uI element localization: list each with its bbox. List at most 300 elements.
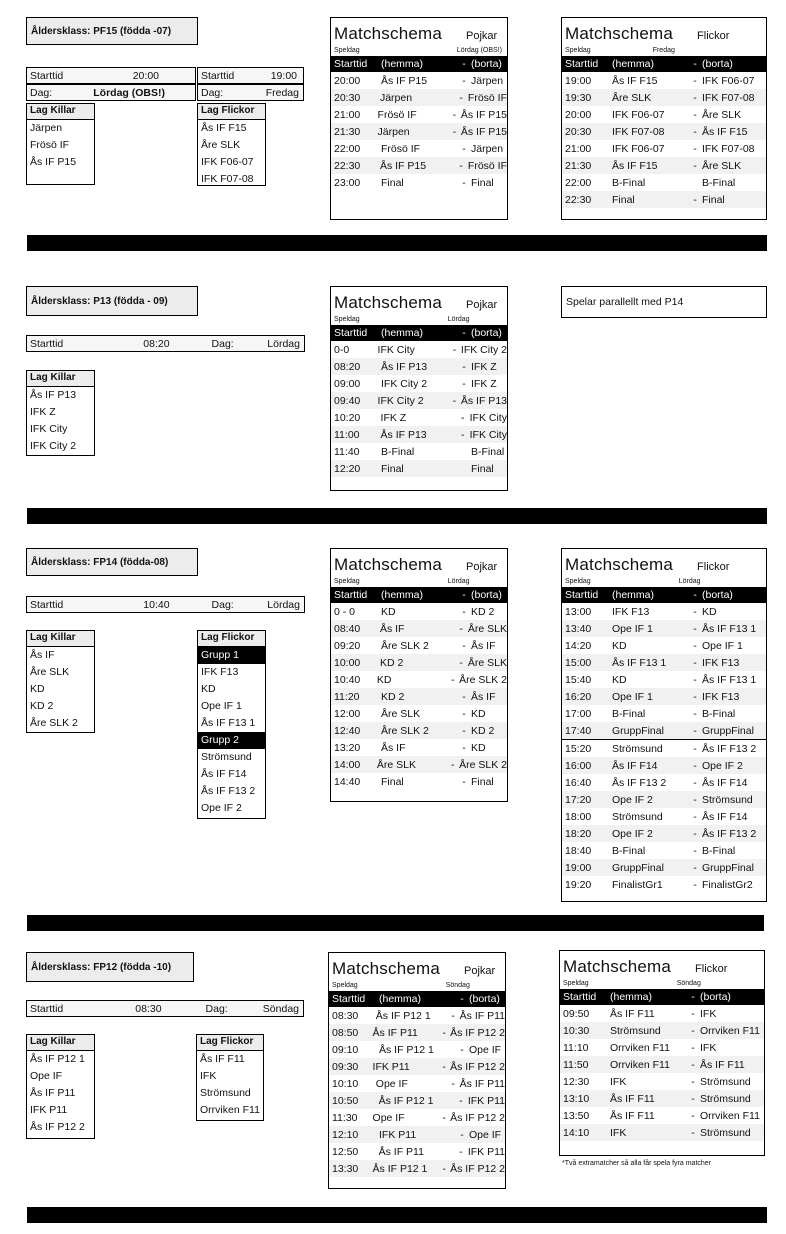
speldag-label: Speldag: [565, 46, 591, 54]
schedule-row: [562, 620, 766, 637]
team-list-girls-fp14: [197, 630, 266, 819]
match-schedule-boys-fp14: [330, 548, 508, 802]
separator-cell: -: [452, 343, 457, 356]
schedule-row: [562, 842, 766, 859]
start-time-cell: 22:00: [565, 176, 592, 189]
start-time-cell: 09:30: [332, 1060, 359, 1073]
home-team-cell: IFK F13: [612, 605, 650, 618]
away-team-cell: IFK: [700, 1007, 717, 1020]
schedule-row: [329, 1109, 505, 1126]
match-schedule-girls-fp14: [561, 548, 767, 902]
team-item: IFK City 2: [30, 440, 77, 452]
schedule-row: [329, 1058, 505, 1075]
schedule-rows: [331, 603, 507, 790]
separator-cell: -: [451, 1009, 455, 1022]
home-team-cell: IFK F07-08: [612, 125, 665, 138]
start-time-cell: 11:20: [334, 690, 360, 703]
away-team-cell: Åre SLK 2: [459, 758, 507, 771]
separator-cell: -: [693, 724, 697, 737]
separator-cell: -: [691, 1075, 695, 1088]
away-team-cell: Final: [471, 775, 494, 788]
start-time-cell: 21:30: [334, 125, 361, 138]
separator-cell: -: [450, 673, 455, 686]
schedule-row: [329, 1126, 505, 1143]
away-team-cell: Åre SLK: [467, 656, 508, 669]
separator-cell: -: [460, 1128, 464, 1141]
home-team-cell: KD: [376, 673, 392, 686]
speldag-label: Speldag: [334, 577, 360, 585]
start-row-boys-pf15: [26, 67, 196, 84]
team-item: Ås IF F13 2: [201, 785, 256, 797]
away-team-cell: Ås IF P11: [459, 1077, 505, 1090]
schedule-row: [331, 722, 507, 739]
away-team-cell: KD 2: [471, 605, 495, 618]
team-list-boys-fp12: [26, 1034, 95, 1139]
start-time: 19:00: [270, 69, 297, 82]
home-team-cell: IFK Z: [380, 411, 407, 424]
home-team-cell: Orrviken F11: [610, 1041, 670, 1054]
class-name: FP14 (födda-08): [93, 556, 169, 568]
separator-cell: -: [459, 91, 463, 104]
start-time-cell: 14:00: [334, 758, 361, 771]
class-name: P13 (födda - 09): [93, 295, 168, 307]
day-value: Lördag (OBS!): [93, 86, 165, 99]
match-schedule-boys-pf15: [330, 17, 508, 220]
separator-cell: -: [693, 827, 697, 840]
home-team-cell: B-Final: [612, 707, 646, 720]
home-team-cell: Ås IF F13 1: [612, 656, 667, 669]
separator-cell: -: [693, 742, 697, 755]
home-team-cell: Strömsund: [612, 810, 663, 823]
schedule-gender: Pojkar: [466, 30, 498, 42]
separator-cell: -: [459, 1145, 463, 1158]
separator-cell: -: [462, 639, 466, 652]
match-schedule-girls-fp12: [559, 950, 765, 1156]
away-team-cell: IFK F07-08: [702, 91, 755, 104]
schedule-column-header: Starttid (hemma) - (borta): [562, 587, 766, 603]
schedule-row: [331, 89, 507, 106]
separator-cell: -: [691, 1126, 695, 1139]
separator-cell: -: [459, 159, 463, 172]
away-team-cell: Final: [471, 462, 494, 475]
away-team-cell: Åre SLK: [467, 622, 508, 635]
start-label: Starttid: [30, 69, 64, 82]
home-team-cell: Orrviken F11: [610, 1058, 670, 1071]
class-name: FP12 (födda -10): [93, 961, 172, 973]
start-time-cell: 10:50: [332, 1094, 359, 1107]
separator-cell: -: [462, 690, 466, 703]
note-parallel: Spelar parallellt med P14: [561, 286, 767, 318]
start-time-cell: 20:00: [565, 108, 592, 121]
schedule-row: [560, 1039, 764, 1056]
schedule-row: [329, 1041, 505, 1058]
schedule-row: [562, 671, 766, 688]
schedule-row: [331, 739, 507, 756]
start-time-cell: 18:00: [565, 810, 592, 823]
start-row-fp12: [26, 1000, 304, 1017]
schedule-title: Matchschema: [565, 555, 674, 574]
home-team-cell: Ås IF P12 1: [379, 1043, 434, 1056]
home-team-cell: IFK City 2: [381, 377, 428, 390]
separator-cell: -: [691, 1041, 695, 1054]
schedule-row: [562, 808, 766, 825]
home-team-cell: Ås IF F14: [612, 759, 658, 772]
schedule-row: [331, 375, 507, 392]
day-value: Söndag: [262, 1002, 299, 1015]
start-time-cell: 23:00: [334, 176, 361, 189]
team-item: KD: [30, 683, 45, 695]
separator-cell: -: [451, 1077, 455, 1090]
schedule-row: [331, 460, 507, 477]
schedule-row: [562, 89, 766, 106]
away-team-cell: Ås IF P12 2: [450, 1111, 505, 1124]
home-team-cell: Åre SLK 2: [381, 639, 429, 652]
schedule-title: Matchschema: [334, 24, 443, 43]
team-item: Ope IF: [30, 1070, 63, 1082]
schedule-row: [562, 123, 766, 140]
schedule-row: [562, 72, 766, 89]
schedule-row: [331, 705, 507, 722]
start-time-cell: 11:10: [563, 1041, 589, 1054]
start-time-cell: 11:00: [334, 428, 360, 441]
separator-cell: -: [693, 656, 697, 669]
home-team-cell: Åre SLK: [376, 758, 417, 771]
schedule-row: [331, 358, 507, 375]
away-team-cell: Ås IF P11: [459, 1009, 505, 1022]
class-label: Åldersklass:: [31, 961, 91, 973]
away-team-cell: IFK City: [469, 428, 507, 441]
schedule-row: [331, 157, 507, 174]
separator-cell: -: [693, 861, 697, 874]
schedule-row: [562, 757, 766, 774]
schedule-row: [331, 671, 507, 688]
start-time-cell: 14:10: [563, 1126, 590, 1139]
schedule-column-header: Starttid (hemma) - (borta): [331, 325, 507, 341]
section-divider: [27, 915, 764, 931]
speldag-label: Speldag: [334, 315, 360, 323]
start-time-cell: 17:00: [565, 707, 592, 720]
home-team-cell: GruppFinal: [612, 861, 664, 874]
start-time-cell: 10:10: [332, 1077, 359, 1090]
schedule-row: [562, 654, 766, 671]
schedule-row: [560, 1107, 764, 1124]
start-time: 20:00: [132, 69, 159, 82]
schedule-row: [331, 174, 507, 191]
start-time-cell: 08:30: [332, 1009, 359, 1022]
away-team-cell: IFK F07-08: [702, 142, 755, 155]
start-label: Starttid: [30, 1002, 64, 1015]
away-team-cell: Åre SLK 2: [459, 673, 507, 686]
schedule-row: [331, 603, 507, 620]
separator-cell: -: [693, 622, 697, 635]
home-team-cell: Ås IF P12 1: [375, 1009, 431, 1022]
schedule-row: [560, 1005, 764, 1022]
start-time-cell: 17:20: [565, 793, 592, 806]
separator-cell: -: [693, 142, 697, 155]
home-team-cell: B-Final: [612, 844, 646, 857]
start-row-fp14: [26, 596, 305, 613]
team-item: IFK P11: [30, 1104, 68, 1116]
schedule-row: [560, 1056, 764, 1073]
away-team-cell: Ås IF F14: [702, 776, 748, 789]
start-time-cell: 20:00: [334, 74, 361, 87]
start-time-cell: 22:30: [565, 193, 592, 206]
schedule-row: [331, 620, 507, 637]
start-time-cell: 21:30: [565, 159, 592, 172]
team-list-header: Lag Flickor: [198, 631, 265, 647]
home-team-cell: GruppFinal: [612, 724, 664, 737]
start-time-cell: 10:30: [563, 1024, 590, 1037]
schedule-title: Matchschema: [563, 957, 672, 976]
start-time-cell: 12:20: [334, 462, 361, 475]
separator-cell: -: [693, 844, 697, 857]
away-team-cell: Ås IF F15: [702, 125, 748, 138]
away-team-cell: GruppFinal: [702, 861, 754, 874]
team-item: Ås IF F14: [201, 768, 247, 780]
schedule-row: [562, 825, 766, 842]
home-team-cell: Ås IF: [381, 741, 406, 754]
separator-cell: -: [462, 74, 466, 87]
team-list-header: Lag Killar: [27, 104, 94, 120]
schedule-row: [560, 1124, 764, 1141]
separator-cell: -: [462, 142, 466, 155]
speldag-label: Speldag: [563, 979, 589, 987]
team-item: Ås IF F13 1: [201, 717, 256, 729]
team-list-header: Lag Killar: [27, 371, 94, 387]
team-item: IFK F13: [201, 666, 239, 678]
away-team-cell: Järpen: [471, 142, 504, 155]
home-team-cell: Ope IF 2: [612, 827, 653, 840]
class-name: PF15 (födda -07): [93, 25, 172, 37]
schedule-title: Matchschema: [565, 24, 674, 43]
home-team-cell: Ås IF F15: [612, 74, 658, 87]
away-team-cell: Strömsund: [702, 793, 753, 806]
group-header: Grupp 1: [198, 647, 265, 664]
schedule-rows: [331, 72, 507, 191]
schedule-column-header: Starttid (hemma) - (borta): [329, 991, 505, 1007]
separator-cell: -: [450, 758, 455, 771]
section-divider: [27, 235, 767, 251]
schedule-row: [562, 106, 766, 123]
home-team-cell: Ås IF F11: [610, 1007, 655, 1020]
day-label: Dag:: [211, 337, 234, 350]
separator-cell: -: [693, 159, 697, 172]
start-time-cell: 13:30: [332, 1162, 359, 1175]
team-item: Ope IF 2: [201, 802, 242, 814]
schedule-row: [562, 603, 766, 620]
speldag-value: Lördag: [678, 577, 701, 585]
start-time-cell: 09:00: [334, 377, 361, 390]
home-team-cell: IFK P11: [372, 1060, 410, 1073]
class-title-pf15: [26, 17, 198, 45]
away-team-cell: KD 2: [471, 724, 495, 737]
start-time-cell: 10:00: [334, 656, 361, 669]
day-label: Dag:: [201, 86, 224, 99]
start-time-cell: 09:10: [332, 1043, 359, 1056]
away-team-cell: IFK City 2: [460, 343, 507, 356]
class-label: Åldersklass:: [31, 25, 91, 37]
away-team-cell: IFK P11: [467, 1145, 505, 1158]
away-team-cell: B-Final: [702, 707, 736, 720]
separator-cell: -: [452, 394, 457, 407]
schedule-row: [562, 705, 766, 722]
schedule-row: [331, 106, 507, 123]
start-time-cell: 0 - 0: [334, 605, 356, 618]
start-time-cell: 12:10: [332, 1128, 359, 1141]
team-list-boys-fp14: [26, 630, 95, 733]
separator-cell: -: [693, 759, 697, 772]
team-item: Ås IF P12 2: [30, 1121, 85, 1133]
schedule-rows: [562, 72, 766, 208]
away-team-cell: Ås IF F14: [702, 810, 748, 823]
separator-cell: -: [693, 91, 697, 104]
start-time-cell: 21:00: [334, 108, 361, 121]
start-time-cell: 13:40: [565, 622, 592, 635]
team-item: Ås IF F15: [201, 122, 247, 134]
start-time-cell: 10:40: [334, 673, 361, 686]
start-time: 08:20: [143, 337, 170, 350]
away-team-cell: IFK City: [469, 411, 507, 424]
separator-cell: -: [691, 1092, 695, 1105]
team-item: Ope IF 1: [201, 700, 242, 712]
home-team-cell: B-Final: [381, 445, 415, 458]
home-team-cell: FinalistGr1: [612, 878, 663, 891]
start-time-cell: 13:50: [563, 1109, 590, 1122]
home-team-cell: Ope IF: [375, 1077, 408, 1090]
schedule-gender: Flickor: [695, 963, 728, 975]
away-team-cell: IFK Z: [471, 360, 497, 373]
class-label: Åldersklass:: [31, 295, 91, 307]
away-team-cell: Frösö IF: [467, 159, 507, 172]
home-team-cell: IFK City 2: [377, 394, 424, 407]
start-time-cell: 20:30: [334, 91, 361, 104]
day-label: Dag:: [205, 1002, 228, 1015]
home-team-cell: Ås IF P11: [372, 1026, 418, 1039]
separator-cell: -: [462, 377, 466, 390]
home-team-cell: Järpen: [377, 125, 410, 138]
team-item: Ås IF P11: [30, 1087, 76, 1099]
away-team-cell: IFK Z: [471, 377, 497, 390]
start-time: 08:30: [135, 1002, 162, 1015]
separator-cell: -: [442, 1162, 446, 1175]
day-row-boys-pf15: [26, 84, 196, 101]
separator-cell: -: [459, 656, 463, 669]
speldag-value: Söndag: [445, 981, 470, 989]
home-team-cell: Final: [612, 193, 635, 206]
home-team-cell: Ås IF P15: [381, 74, 428, 87]
separator-cell: -: [452, 125, 457, 138]
home-team-cell: Järpen: [379, 91, 413, 104]
away-team-cell: Ås IF F13 1: [702, 622, 757, 635]
separator-cell: -: [693, 776, 697, 789]
team-item: Frösö IF: [30, 139, 70, 151]
start-time-cell: 11:40: [334, 445, 360, 458]
schedule-rows: [562, 603, 766, 893]
away-team-cell: B-Final: [702, 176, 736, 189]
start-time-cell: 14:20: [565, 639, 592, 652]
start-time-cell: 09:40: [334, 394, 361, 407]
schedule-row: [329, 1007, 505, 1024]
start-time-cell: 16:00: [565, 759, 592, 772]
away-team-cell: Frösö IF: [467, 91, 507, 104]
away-team-cell: Ås IF: [471, 690, 496, 703]
away-team-cell: Åre SLK: [702, 108, 742, 121]
separator-cell: -: [462, 176, 466, 189]
start-time-cell: 18:20: [565, 827, 592, 840]
schedule-row: [329, 1092, 505, 1109]
away-team-cell: FinalistGr2: [702, 878, 753, 891]
schedule-row: [331, 426, 507, 443]
team-item: Strömsund: [201, 751, 252, 763]
away-team-cell: Åre SLK: [702, 159, 742, 172]
class-title-fp12: [26, 952, 194, 982]
away-team-cell: Ås IF F13 2: [702, 827, 757, 840]
schedule-title: Matchschema: [334, 555, 443, 574]
team-item: Ås IF F11: [200, 1053, 245, 1065]
away-team-cell: Ås IF P12 2: [450, 1026, 505, 1039]
start-time-cell: 14:40: [334, 775, 361, 788]
team-list-girls-pf15: [197, 103, 266, 186]
start-time-cell: 13:20: [334, 741, 361, 754]
start-time-cell: 22:30: [334, 159, 361, 172]
separator-cell: -: [693, 74, 697, 87]
team-item: KD 2: [30, 700, 54, 712]
team-item: Ås IF P12 1: [30, 1053, 85, 1065]
separator-cell: -: [462, 360, 466, 373]
schedule-column-header: Starttid (hemma) - (borta): [331, 587, 507, 603]
home-team-cell: IFK: [610, 1126, 627, 1139]
start-time-cell: 19:30: [565, 91, 592, 104]
away-team-cell: Ope IF: [469, 1128, 502, 1141]
away-team-cell: Strömsund: [700, 1075, 751, 1088]
separator-cell: -: [693, 793, 697, 806]
schedule-row: [331, 409, 507, 426]
home-team-cell: Åre SLK: [612, 91, 652, 104]
schedule-row: [329, 1075, 505, 1092]
schedule-row: [562, 688, 766, 705]
schedule-row: [331, 443, 507, 460]
separator-cell: -: [693, 673, 697, 686]
separator-cell: -: [462, 724, 466, 737]
home-team-cell: Ås IF F11: [610, 1109, 655, 1122]
schedule-rows: [560, 1005, 764, 1141]
match-schedule-boys-fp12: [328, 952, 506, 1189]
schedule-row: [331, 341, 507, 358]
schedule-row: [331, 773, 507, 790]
start-label: Starttid: [30, 337, 64, 350]
away-team-cell: IFK F06-07: [702, 74, 755, 87]
away-team-cell: Final: [702, 193, 725, 206]
separator-cell: -: [462, 707, 466, 720]
schedule-gender: Pojkar: [464, 965, 496, 977]
away-team-cell: Ås IF P13: [460, 394, 507, 407]
away-team-cell: B-Final: [471, 445, 505, 458]
speldag-label: Speldag: [334, 46, 360, 54]
home-team-cell: KD 2: [381, 690, 405, 703]
speldag-value: Söndag: [676, 979, 701, 987]
home-team-cell: IFK: [610, 1075, 627, 1088]
start-time-cell: 15:00: [565, 656, 592, 669]
home-team-cell: Ås IF F13 2: [612, 776, 667, 789]
home-team-cell: Frösö IF: [377, 108, 417, 121]
separator-cell: -: [460, 428, 465, 441]
away-team-cell: Strömsund: [700, 1126, 751, 1139]
start-time-cell: 16:20: [565, 690, 592, 703]
away-team-cell: Ås IF P12 2: [450, 1162, 505, 1175]
home-team-cell: Ås IF P15: [379, 159, 427, 172]
schedule-row: [562, 739, 766, 757]
group-header: Grupp 2: [198, 732, 265, 749]
